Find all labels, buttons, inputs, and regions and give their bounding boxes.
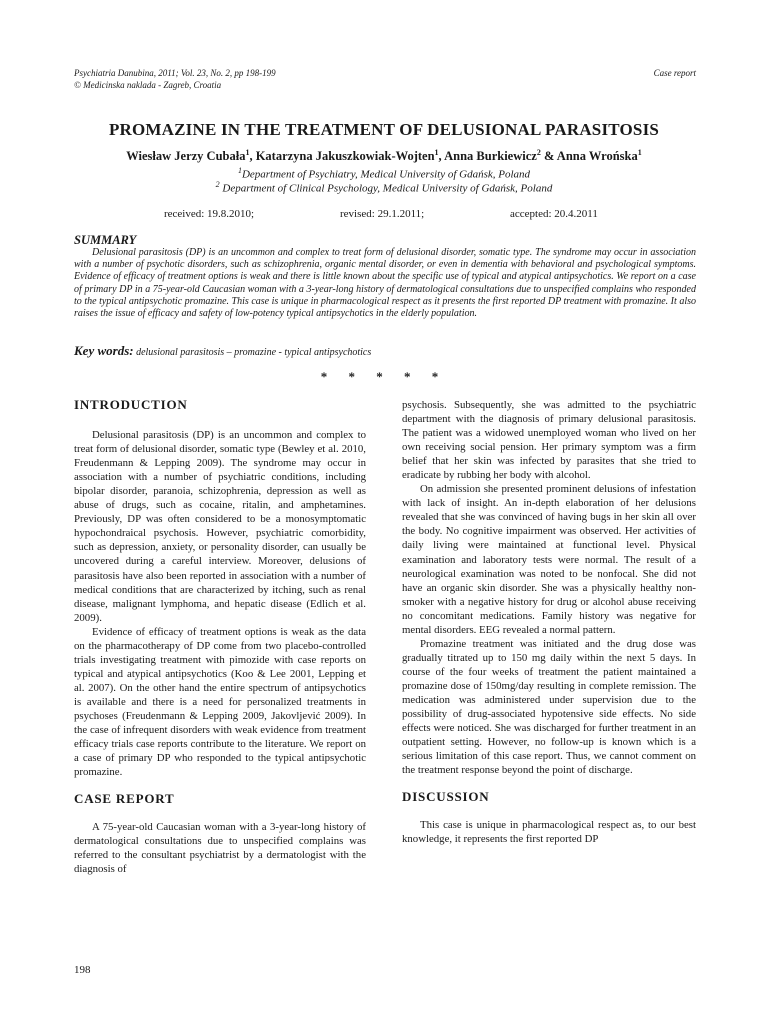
running-header bbox=[74, 67, 696, 91]
keywords-text: delusional parasitosis – promazine - typical antipsychotics bbox=[136, 347, 372, 358]
author-separator: & bbox=[540, 149, 557, 164]
revised-date: revised: 29.1.2011; bbox=[340, 208, 425, 220]
summary-heading: SUMMARY bbox=[74, 233, 137, 247]
section-separator: * * * * * bbox=[320, 369, 448, 384]
case-report-heading: CASE REPORT bbox=[74, 791, 175, 807]
author-name: Anna Wrońska bbox=[556, 149, 638, 164]
paragraph: On admission she presented prominent delusions of infestation with lack of insight. An in-depth elaboration of her delusions revealed that she was convinced of having bugs in her skin all over the body. No cognitive impairment was observed. Her activities of daily living were maintained at functional level. Physical examination and laboratory tests were normal. The result of a neurological examination was noted to be nonfocal. She did not have an organic skin disorder. She was a physically healthy non-smoker with a negative history for drug or alcohol abuse receiving no concomitant medications. Family history was negative for mental disorders. EEG revealed a normal pattern. bbox=[402, 483, 696, 636]
affiliation-number: 2 bbox=[215, 180, 220, 189]
author-list bbox=[40, 148, 728, 164]
affiliation-number: 1 bbox=[237, 166, 242, 175]
page-number: 198 bbox=[74, 964, 91, 976]
author-affiliation-mark: 1 bbox=[245, 148, 250, 157]
author-separator: , bbox=[438, 149, 445, 164]
paragraph: A 75-year-old Caucasian woman with a 3-year-long history of dermatological consultations due to unspecified complains was referred to the consultant psychiatrist by a dermatologist with the diagnosis of bbox=[74, 821, 366, 876]
author-name: Wiesław Jerzy Cubała bbox=[126, 149, 246, 164]
author-name: Katarzyna Jakuszkowiak-Wojten bbox=[255, 149, 435, 164]
affiliation-text: Department of Psychiatry, Medical University of Gdańsk, Poland bbox=[241, 168, 531, 181]
paragraph: psychosis. Subsequently, she was admitted to the psychiatric department with the diagnosis of primary delusional parasitosis. The patient was a widowed unemployed woman who lived on her own receiving social pension. Her primary symptom was a firm belief that her skin was infected by parasites that she tried to eradicate by rubbing her body with alcohol. bbox=[402, 399, 696, 482]
received-date: received: 19.8.2010; bbox=[164, 208, 255, 220]
article-title: PROMAZINE IN THE TREATMENT OF DELUSIONAL PARASITOSIS bbox=[108, 120, 660, 139]
keywords bbox=[74, 343, 696, 359]
affiliation-text: Department of Clinical Psychology, Medical University of Gdańsk, Poland bbox=[222, 182, 553, 195]
affiliation-2 bbox=[40, 180, 728, 195]
paragraph: This case is unique in pharmacological respect as, to our best knowledge, it represents the first reported DP bbox=[402, 819, 696, 846]
author-affiliation-mark: 2 bbox=[536, 148, 541, 157]
summary-text: Delusional parasitosis (DP) is an uncommon and complex to treat form of delusional disorder, somatic type. The syndrome may occur in association with a number of psychotic disorders, such as schizophrenia, organic mental disorder, or even in dementia with behavioral and psychological symptoms. Evidence of efficacy of treatment options is weak and there is little known about the specific use of typical and atypical antipsychotics. We report on a case of primary DP in a 75-year-old Caucasian woman with a 3-year-long history of dermatological consultations due to unspecified complains who responded to the typical antipsychotic promazine. This case is unique in pharmacological respect as it presents the first reported DP treatment with promazine. It also raises the issue of efficacy and safety of low-potency typical antipsychotics in the elderly population. bbox=[74, 247, 696, 320]
author-name: Anna Burkiewicz bbox=[444, 149, 537, 164]
article-type: Case report bbox=[653, 68, 696, 78]
paragraph: Evidence of efficacy of treatment options is weak as the data on the pharmacotherapy of DP come from two placebo-controlled trials investigating treatment with pimozide with case reports on typical and atypical antipsychotics (Koo & Lee 2001, Lepping et al. 2007). On the other hand the entire spectrum of antipsychotics is available and there is a need for personalized treatments in psychoses (Freudenmann & Lepping 2009, Jakovljević 2009). In the case of infrequent disorders with weak evidence from treatment efficacy trials case reports contribute to the literature. We report on a case of primary DP who responded to the typical antipsychotic promazine. bbox=[74, 625, 366, 779]
journal-citation: Psychiatria Danubina, 2011; Vol. 23, No. 2, pp 198-199 bbox=[74, 68, 276, 78]
keywords-label: Key words: bbox=[74, 343, 134, 358]
right-column bbox=[402, 398, 696, 846]
author-affiliation-mark: 1 bbox=[434, 148, 439, 157]
discussion-heading: DISCUSSION bbox=[402, 789, 490, 805]
paragraph: Delusional parasitosis (DP) is an uncommon and complex to treat form of delusional disorder, somatic type (Bewley et al. 2010, Freudenmann & Lepping 2009). The syndrome may occur in association with a number of psychiatric conditions, including bipolar disorder, paranoia, schizophrenia, depression as well as abuse of drugs, such as cocaine, ritalin, and amphetamines. Previously, DP was often considered to be a monosymptomatic hypochondraical psychosis. However, psychiatric comorbidity, such as depression, anxiety, or personality disorder, can usually be uncovered during a careful interview. Moreover, delusions of parasitosis have also been reported in association with a number of medical conditions that are characterized by itching, such as renal disease, malignant lymphoma, and hepatic disease (Edlich et al. 2009). bbox=[74, 429, 366, 624]
affiliation-1 bbox=[40, 166, 728, 181]
introduction-heading: INTRODUCTION bbox=[74, 397, 188, 412]
accepted-date: accepted: 20.4.2011 bbox=[510, 208, 598, 220]
copyright-line: © Medicinska naklada - Zagreb, Croatia bbox=[74, 80, 222, 90]
paragraph: Promazine treatment was initiated and the drug dose was gradually titrated up to 150 mg daily within the next 5 days. In course of the four weeks of treatment the patient maintained a promazine dose of 150mg/day resulting in complete remission. The medication was administered under supervision due to the possibility of drug-associated hypotensive side effects. No side effects were noticed. She was discharged for further treatment in an outpatient setting. However, no follow-up is known which is a serious limitation of this case report. Thus, we cannot comment on the treatment response beyond the point of discharge. bbox=[402, 637, 696, 777]
author-separator: , bbox=[249, 149, 256, 164]
left-column bbox=[74, 398, 366, 876]
author-affiliation-mark: 1 bbox=[637, 148, 642, 157]
